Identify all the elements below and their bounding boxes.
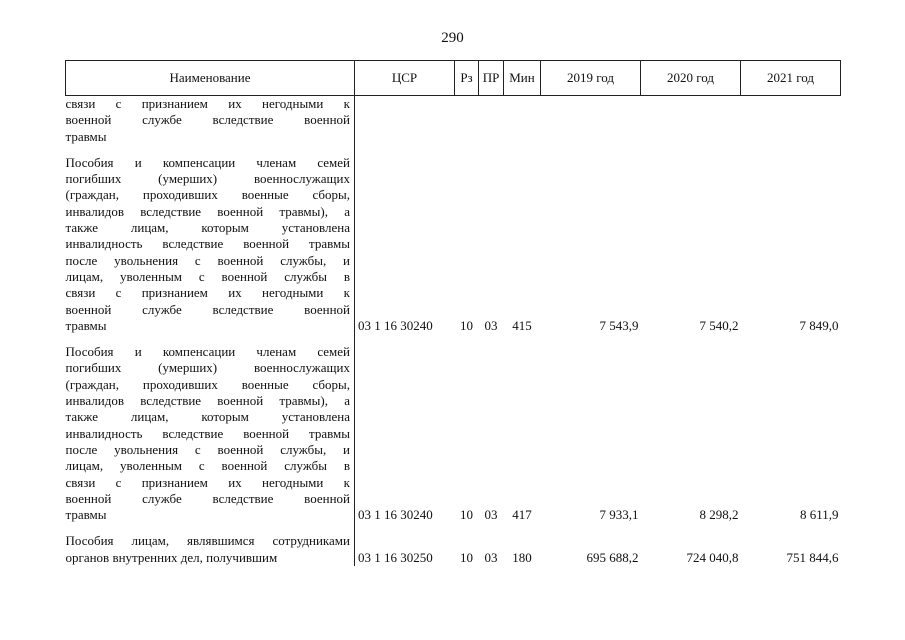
header-pr: ПР (479, 61, 504, 96)
name-line: Пособия и компенсации членам семей (65, 154, 350, 170)
table-row (66, 155, 841, 334)
row-spacer (66, 145, 841, 155)
row-min (504, 96, 541, 145)
spacer-cell (355, 334, 841, 344)
row-2019 (541, 96, 641, 145)
row-rz: 10 (460, 549, 473, 565)
name-line: связи с признанием их негодными к (65, 285, 350, 301)
table-row (66, 533, 841, 566)
header-name: Наименование (66, 61, 355, 96)
header-rz: Рз (455, 61, 479, 96)
budget-table (65, 60, 841, 566)
row-min: 417 (512, 507, 532, 523)
row-pr: 03 (484, 317, 498, 333)
name-line: также лицам, которым установлена (65, 220, 350, 236)
header-2021: 2021 год (741, 61, 841, 96)
spacer-name-cell (66, 145, 355, 155)
row-csr (355, 96, 455, 145)
name-line: после увольнения с военной службы, и (65, 441, 350, 457)
name-line: инвалидность вследствие военной травмы (65, 425, 350, 441)
header-row (66, 61, 841, 96)
header-2020: 2020 год (641, 61, 741, 96)
header-csr: ЦСР (355, 61, 455, 96)
table-body (66, 96, 841, 567)
row-name (66, 533, 355, 566)
name-line: инвалидов вследствие военной травмы), а (65, 203, 350, 219)
row-2019: 695 688,2 (586, 549, 639, 565)
name-line: травмы (65, 317, 107, 333)
name-line: лицам, уволенным с военной службы в (65, 268, 350, 284)
name-line: военной службе вследствие военной (65, 301, 350, 317)
name-line: лицам, уволенным с военной службы в (65, 458, 350, 474)
name-line: инвалидов вследствие военной травмы), а (65, 393, 350, 409)
row-2021: 8 611,9 (799, 507, 839, 523)
name-line: связи с признанием их негодными к (65, 474, 350, 490)
name-line: военной службе вследствие военной (65, 112, 350, 128)
spacer-cell (355, 145, 841, 155)
row-2019: 7 543,9 (599, 317, 639, 333)
header-min: Мин (504, 61, 541, 96)
row-min: 415 (512, 317, 532, 333)
spacer-name-cell (66, 334, 355, 344)
name-line: после увольнения с военной службы, и (65, 252, 350, 268)
spacer-name-cell (66, 523, 355, 533)
row-pr (479, 96, 504, 145)
name-line: (граждан, проходивших военные сборы, (65, 187, 350, 203)
name-line: Пособия лицам, являвшимся сотрудниками (65, 533, 350, 549)
name-line: травмы (65, 507, 107, 523)
name-line: инвалидность вследствие военной травмы (65, 236, 350, 252)
name-line: погибших (умерших) военнослужащих (65, 171, 350, 187)
name-line: погибших (умерших) военнослужащих (65, 360, 350, 376)
row-2020: 7 540,2 (699, 317, 739, 333)
row-spacer (66, 523, 841, 533)
row-name (66, 344, 355, 523)
name-line: связи с признанием их негодными к (65, 96, 350, 111)
row-2021: 751 844,6 (786, 549, 839, 565)
row-2021: 7 849,0 (799, 317, 839, 333)
name-line: (граждан, проходивших военные сборы, (65, 376, 350, 392)
row-2021 (741, 96, 841, 145)
row-2020 (641, 96, 741, 145)
row-min: 180 (512, 549, 532, 565)
row-2019: 7 933,1 (599, 507, 639, 523)
name-line: военной службе вследствие военной (65, 490, 350, 506)
name-line: Пособия и компенсации членам семей (65, 344, 350, 360)
row-2020: 8 298,2 (699, 507, 739, 523)
row-rz: 10 (460, 317, 473, 333)
row-csr: 03 1 16 30240 (358, 317, 433, 333)
row-csr: 03 1 16 30250 (358, 549, 433, 565)
header-2019: 2019 год (541, 61, 641, 96)
row-pr: 03 (484, 507, 498, 523)
name-line: также лицам, которым установлена (65, 409, 350, 425)
name-line: органов внутренних дел, получившим (65, 549, 278, 565)
row-rz (455, 96, 479, 145)
table-row (66, 344, 841, 523)
table-row (66, 96, 841, 145)
page-number: 290 (441, 30, 464, 46)
row-pr: 03 (484, 549, 498, 565)
row-name (66, 155, 355, 334)
row-spacer (66, 334, 841, 344)
row-name (66, 96, 355, 145)
name-line: травмы (65, 128, 107, 144)
row-rz: 10 (460, 507, 473, 523)
spacer-cell (355, 523, 841, 533)
row-2020: 724 040,8 (686, 549, 739, 565)
row-csr: 03 1 16 30240 (358, 507, 433, 523)
